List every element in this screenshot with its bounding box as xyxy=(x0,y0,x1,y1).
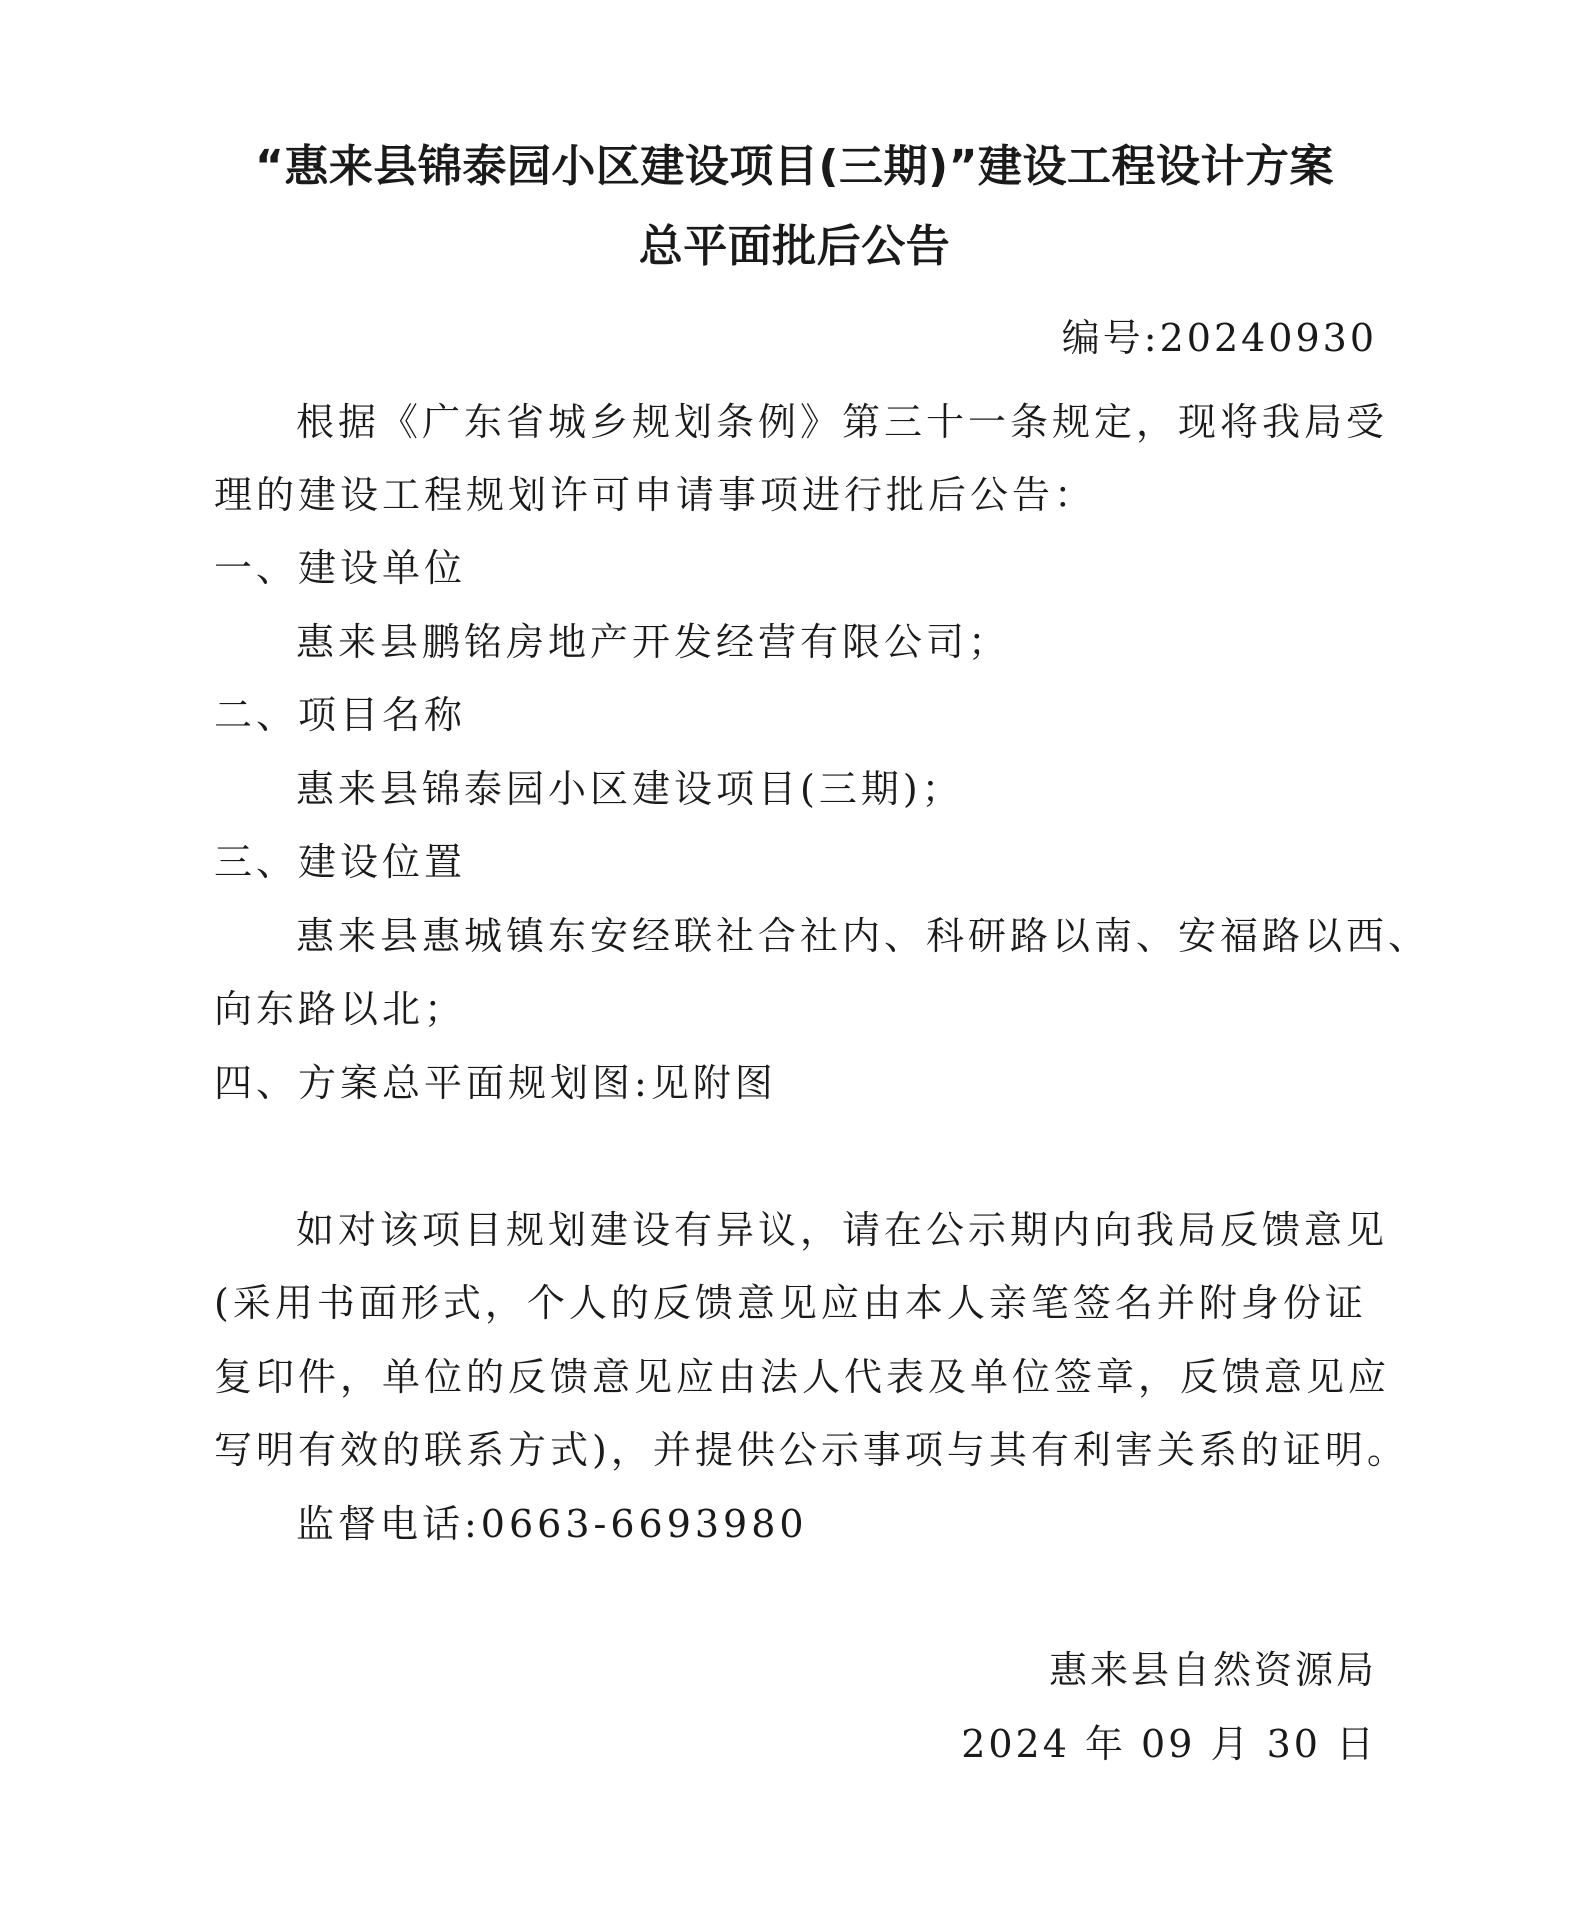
section-heading-project-name: 二、项目名称 xyxy=(214,693,467,737)
title-line-1: “惠来县锦泰园小区建设项目(三期)”建设工程设计方案 xyxy=(254,141,1335,192)
objection-line-3: 复印件，单位的反馈意见应由法人代表及单位签章，反馈意见应 xyxy=(214,1355,1391,1399)
title-line-2: 总平面批后公告 xyxy=(638,221,951,272)
intro-line-2: 理的建设工程规划许可申请事项进行批后公告： xyxy=(214,473,1097,517)
location-value-line-1: 惠来县惠城镇东安经联社合社内、科研路以南、安福路以西、 xyxy=(296,914,1431,958)
objection-line-2: (采用书面形式，个人的反馈意见应由本人亲笔签名并附身份证 xyxy=(214,1281,1367,1325)
issue-date: 2024 年 09 月 30 日 xyxy=(961,1722,1377,1766)
supervision-phone: 监督电话:0663-6693980 xyxy=(296,1502,808,1546)
objection-line-4: 写明有效的联系方式)，并提供公示事项与其有利害关系的证明。 xyxy=(214,1428,1409,1472)
location-value-line-2: 向东路以北； xyxy=(214,987,467,1031)
intro-line-1: 根据《广东省城乡规划条例》第三十一条规定，现将我局受 xyxy=(296,400,1389,444)
section-heading-site-plan: 四、方案总平面规划图:见附图 xyxy=(214,1061,777,1105)
document-number: 编号:20240930 xyxy=(1061,316,1377,360)
section-heading-location: 三、建设位置 xyxy=(214,840,467,884)
objection-line-1: 如对该项目规划建设有异议，请在公示期内向我局反馈意见 xyxy=(296,1208,1389,1252)
section-heading-construction-unit: 一、建设单位 xyxy=(214,546,467,590)
construction-unit-value: 惠来县鹏铭房地产开发经营有限公司； xyxy=(296,620,1011,664)
issuer-name: 惠来县自然资源局 xyxy=(1048,1648,1377,1692)
project-name-value: 惠来县锦泰园小区建设项目(三期)； xyxy=(296,767,964,811)
